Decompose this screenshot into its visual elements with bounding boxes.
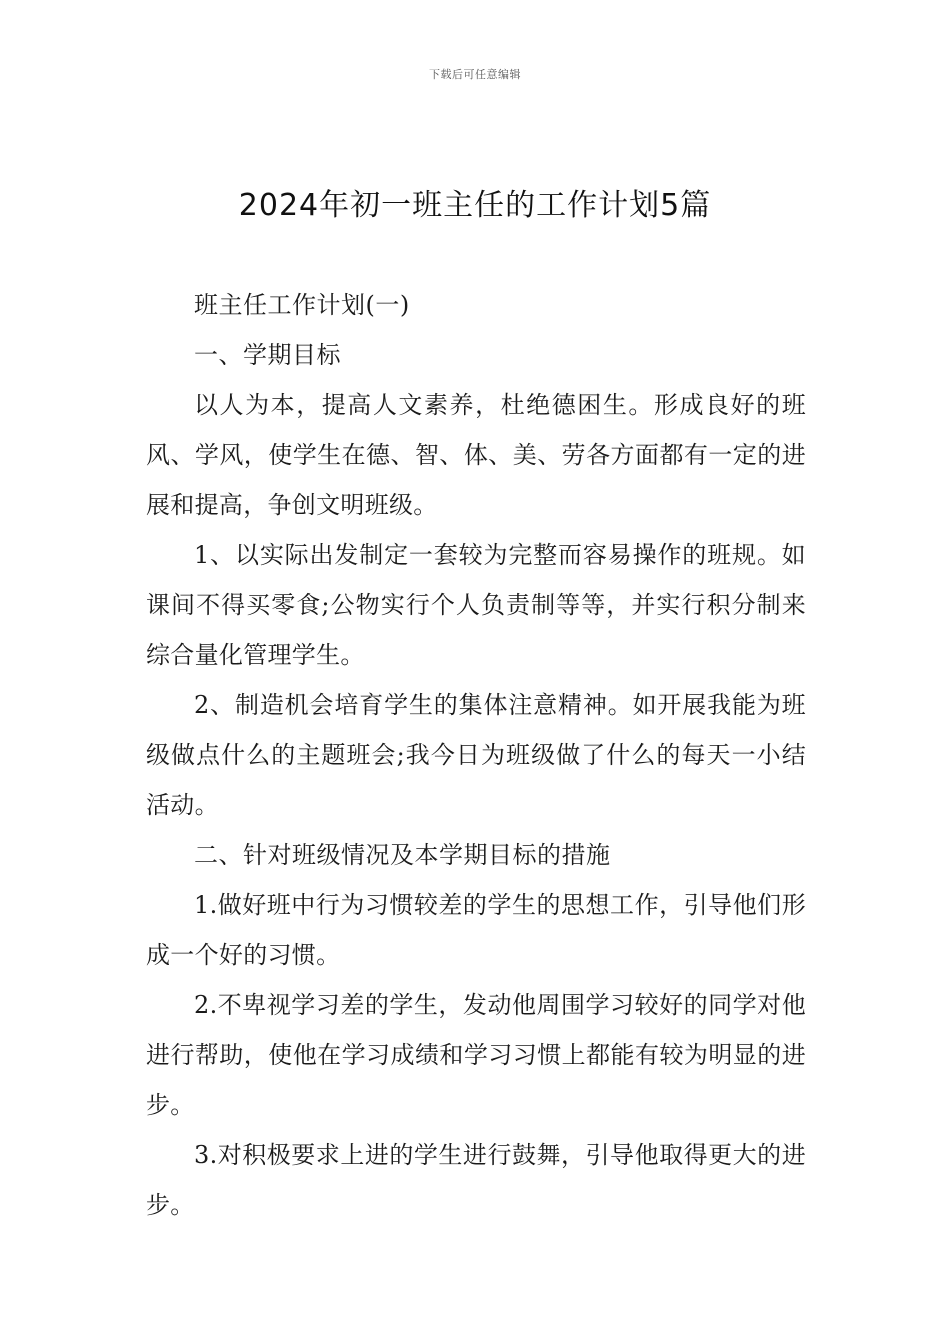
document-body — [146, 280, 806, 1230]
document-title: 2024年初一班主任的工作计划5篇 — [238, 188, 712, 223]
body-paragraph: 2.不卑视学习差的学生，发动他周围学习较好的同学对他进行帮助，使他在学习成绩和学习习惯上都能有较为明显的进步。 — [146, 991, 806, 1119]
body-paragraph: 1、以实际出发制定一套较为完整而容易操作的班规。如课间不得买零食;公物实行个人负责制等等，并实行积分制来综合量化管理学生。 — [146, 541, 806, 669]
header-note: 下载后可任意编辑 — [429, 68, 521, 81]
body-paragraph: 2、制造机会培育学生的集体注意精神。如开展我能为班级做点什么的主题班会;我今日为班级做了什么的每天一小结活动。 — [146, 691, 806, 819]
section-heading: 班主任工作计划(一) — [194, 291, 410, 319]
body-paragraph: 3.对积极要求上进的学生进行鼓舞，引导他取得更大的进步。 — [146, 1141, 806, 1219]
section-heading: 二、针对班级情况及本学期目标的措施 — [194, 841, 611, 869]
section-heading: 一、学期目标 — [194, 341, 341, 369]
body-paragraph: 1.做好班中行为习惯较差的学生的思想工作，引导他们形成一个好的习惯。 — [146, 891, 806, 969]
body-paragraph: 以人为本，提高人文素养，杜绝德困生。形成良好的班风、学风，使学生在德、智、体、美、劳各方面都有一定的进展和提高，争创文明班级。 — [146, 391, 806, 519]
